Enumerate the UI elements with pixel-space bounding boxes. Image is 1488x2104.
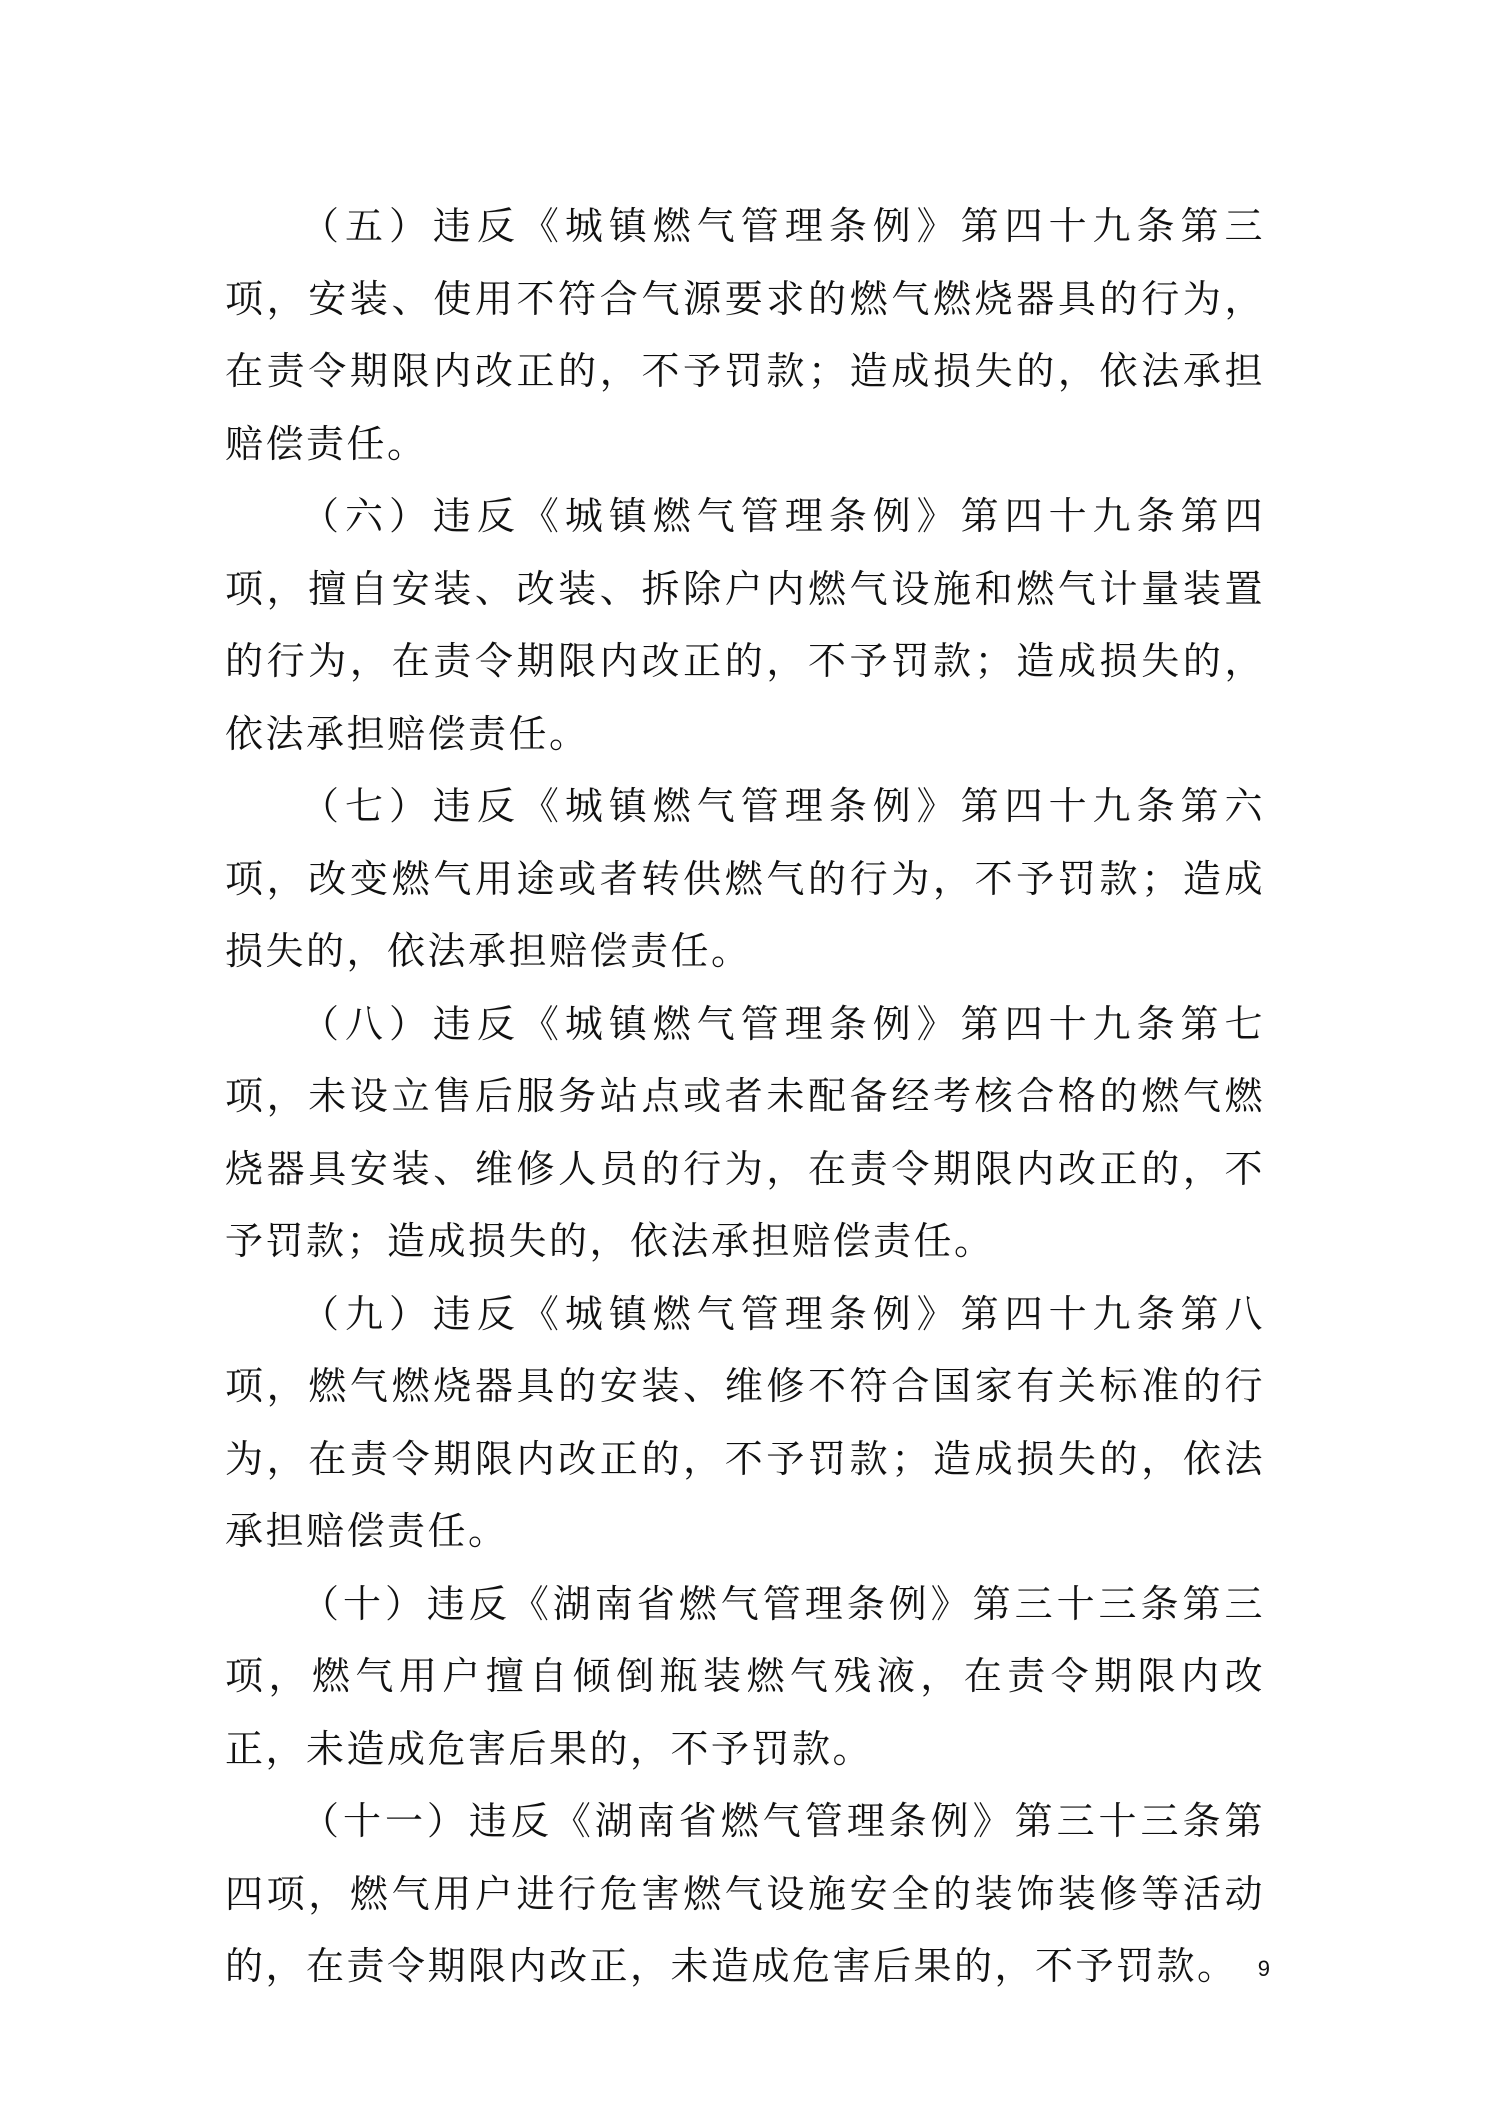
page-number: 9 xyxy=(1257,1956,1270,1981)
paragraph-item-7: （七）违反《城镇燃气管理条例》第四十九条第六项，改变燃气用途或者转供燃气的行为，不予罚款；造成损失的，依法承担赔偿责任。 xyxy=(225,784,1265,973)
paragraph-item-8: （八）违反《城镇燃气管理条例》第四十九条第七项，未设立售后服务站点或者未配备经考核合格的燃气燃烧器具安装、维修人员的行为，在责令期限内改正的，不予罚款；造成损失的，依法承担赔偿责任。 xyxy=(225,1001,1265,1263)
paragraph-item-5: （五）违反《城镇燃气管理条例》第四十九条第三项，安装、使用不符合气源要求的燃气燃烧器具的行为，在责令期限内改正的，不予罚款；造成损失的，依法承担赔偿责任。 xyxy=(225,204,1265,466)
paragraph-item-11: （十一）违反《湖南省燃气管理条例》第三十三条第四项，燃气用户进行危害燃气设施安全的装饰装修等活动的，在责令期限内改正，未造成危害后果的，不予罚款。 xyxy=(225,1799,1265,1988)
paragraph-item-6: （六）违反《城镇燃气管理条例》第四十九条第四项，擅自安装、改装、拆除户内燃气设施和燃气计量装置的行为，在责令期限内改正的，不予罚款；造成损失的，依法承担赔偿责任。 xyxy=(225,494,1265,756)
paragraph-item-10: （十）违反《湖南省燃气管理条例》第三十三条第三项，燃气用户擅自倾倒瓶装燃气残液，在责令期限内改正，未造成危害后果的，不予罚款。 xyxy=(225,1581,1265,1771)
document-body xyxy=(225,190,1265,2003)
paragraph-item-9: （九）违反《城镇燃气管理条例》第四十九条第八项，燃气燃烧器具的安装、维修不符合国家有关标准的行为，在责令期限内改正的，不予罚款；造成损失的，依法承担赔偿责任。 xyxy=(225,1291,1265,1553)
